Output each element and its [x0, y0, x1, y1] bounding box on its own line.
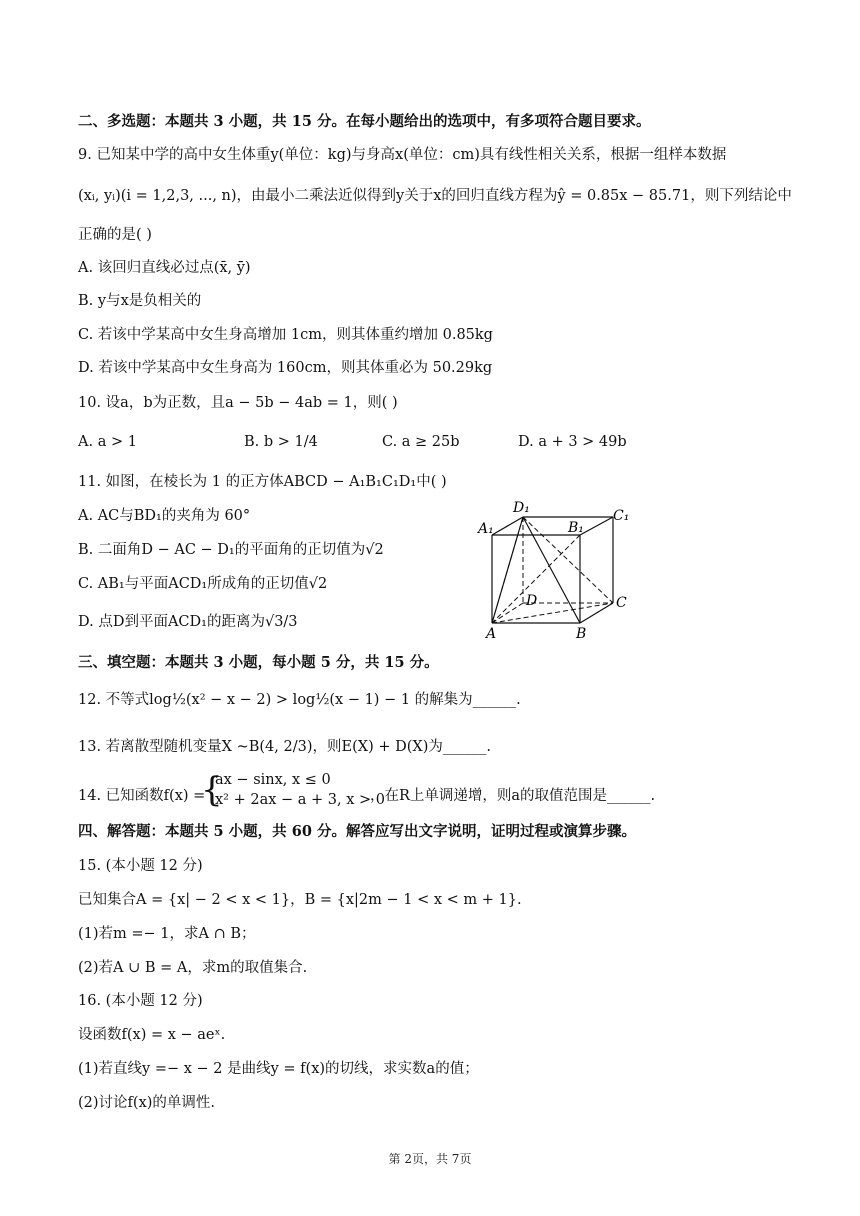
label-d: D	[526, 593, 538, 609]
q9-option-a: A. 该回归直线必过点(x̄, ȳ)	[78, 260, 251, 276]
q14-brace: {	[201, 770, 223, 810]
section-3-heading: 三、填空题：本题共 3 小题，每小题 5 分，共 15 分。	[78, 654, 439, 671]
q15-title: 15. (本小题 12 分)	[78, 858, 203, 874]
q13: 13. 若离散型随机变量X ~B(4, 2/3)，则E(X) + D(X)为______.	[78, 739, 491, 755]
q16-title: 16. (本小题 12 分)	[78, 993, 203, 1009]
cube-figure	[470, 498, 640, 643]
q14-case-1: ax − sinx, x ≤ 0	[215, 772, 331, 788]
q9-option-c: C. 若该中学某高中女生身高增加 1cm，则其体重约增加 0.85kg	[78, 327, 493, 343]
label-c: C	[616, 595, 627, 611]
label-b1: B₁	[568, 520, 584, 536]
label-b: B	[576, 626, 587, 642]
q16-part-2: (2)讨论f(x)的单调性.	[78, 1095, 216, 1111]
q11-stem: 11. 如图，在棱长为 1 的正方体ABCD − A₁B₁C₁D₁中( )	[78, 474, 447, 490]
q9-option-d: D. 若该中学某高中女生身高为 160cm，则其体重必为 50.29kg	[78, 360, 493, 376]
q9-line-2: (xᵢ, yᵢ)(i = 1,2,3, ..., n)，由最小二乘法近似得到y关于x的回归直线方程为ŷ = 0.85x − 85.71，则下列结论中	[78, 188, 792, 204]
q9-option-b: B. y与x是负相关的	[78, 293, 202, 309]
q11-option-a: A. AC与BD₁的夹角为 60°	[78, 508, 251, 524]
page-footer: 第 2页，共 7页	[388, 1152, 472, 1166]
q15-part-2: (2)若A ∪ B = A，求m的取值集合.	[78, 960, 308, 976]
q14-case-2: x² + 2ax − a + 3, x > 0	[215, 792, 385, 808]
q14-prefix: 14. 已知函数f(x) =	[78, 788, 206, 804]
q10-stem: 10. 设a，b为正数，且a − 5b − 4ab = 1，则( )	[78, 395, 398, 411]
q11-option-c: C. AB₁与平面ACD₁所成角的正切值√2	[78, 576, 328, 592]
section-4-heading: 四、解答题：本题共 5 小题，共 60 分。解答应写出文字说明，证明过程或演算步骤。	[78, 823, 636, 840]
q15-stem: 已知集合A = {x| − 2 < x < 1}，B = {x|2m − 1 < x < m + 1}.	[78, 892, 522, 908]
q10-option-a: A. a > 1	[78, 434, 137, 450]
q11-option-d: D. 点D到平面ACD₁的距离为√3/3	[78, 614, 298, 630]
q10-option-b: B. b > 1/4	[244, 434, 318, 450]
section-2-heading: 二、多选题：本题共 3 小题，共 15 分。在每小题给出的选项中，有多项符合题目要求。	[78, 113, 651, 130]
label-d1: D₁	[513, 500, 530, 516]
q10-option-c: C. a ≥ 25b	[382, 434, 460, 450]
label-c1: C₁	[613, 508, 630, 524]
q9-line-3: 正确的是( )	[78, 227, 152, 243]
q14-suffix: ，在R上单调递增，则a的取值范围是______.	[370, 788, 656, 804]
q16-stem: 设函数f(x) = x − aeˣ.	[78, 1027, 226, 1043]
label-a1: A₁	[478, 521, 494, 537]
q10-option-d: D. a + 3 > 49b	[518, 434, 627, 450]
q11-option-b: B. 二面角D − AC − D₁的平面角的正切值为√2	[78, 542, 384, 558]
label-a: A	[486, 626, 497, 642]
q9-line-1: 9. 已知某中学的高中女生体重y(单位：kg)与身高x(单位：cm)具有线性相关关系，根据一组样本数据	[78, 147, 727, 163]
q16-part-1: (1)若直线y =− x − 2 是曲线y = f(x)的切线，求实数a的值；	[78, 1061, 479, 1077]
q12: 12. 不等式log½(x² − x − 2) > log½(x − 1) − 1 的解集为______.	[78, 692, 521, 708]
q15-part-1: (1)若m =− 1，求A ∩ B；	[78, 926, 256, 942]
